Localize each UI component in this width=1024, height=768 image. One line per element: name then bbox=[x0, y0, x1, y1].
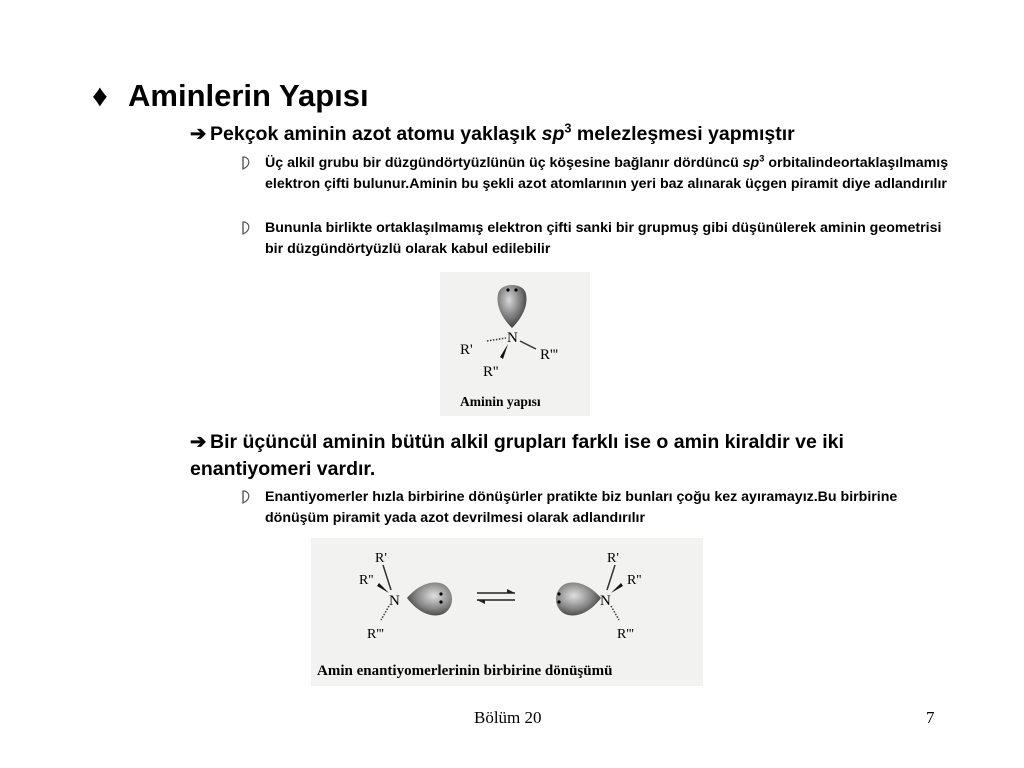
left-atom-r3: R''' bbox=[367, 627, 384, 642]
sub-1-1-pre: Üç alkil grubu bir düzgündörtyüzlünün üç köşesine bağlanır dördüncü bbox=[265, 155, 743, 171]
hollow-bullet-icon bbox=[240, 490, 252, 504]
right-enantiomer bbox=[556, 551, 641, 642]
point-2 bbox=[190, 429, 940, 483]
point-1-text-pre: Pekçok aminin azot atomu yaklaşık bbox=[210, 123, 542, 145]
amine-structure-diagram bbox=[440, 272, 590, 416]
right-atom-r2: R'' bbox=[627, 573, 642, 588]
left-enantiomer bbox=[359, 551, 452, 642]
sub-point-1-1 bbox=[265, 153, 955, 195]
atom-r2: R'' bbox=[483, 364, 499, 380]
sub-2-1-text: Enantiyomerler hızla birbirine dönüşürler pratikte biz bunları çoğu kez ayıramayız.Bu birbirine dönüşüm piramit yada azot devrilmesi olarak adlandırılır bbox=[265, 489, 898, 526]
point-1-sp: sp bbox=[541, 123, 565, 145]
sub-1-1-rest: orbitalindeortaklaşılmamış elektron çifti bulunur.Aminin bu şekli azot atomlarının yeri baz alınarak üçgen piramit diye adlandırılır bbox=[265, 155, 949, 192]
footer-page-number: 7 bbox=[926, 708, 935, 727]
amine-inversion-diagram bbox=[311, 538, 703, 686]
figure1-caption: Aminin yapısı bbox=[460, 394, 541, 409]
figure-amine-inversion bbox=[311, 538, 703, 686]
sub-1-2-text: Bununla birlikte ortaklaşılmamış elektron çifti sanki bir grupmuş gibi düşünülerek aminin geometrisi bir düzgündörtyüzlü olarak kabul edilebilir bbox=[265, 220, 942, 257]
slide-title bbox=[92, 78, 369, 114]
lone-pair-orbital bbox=[498, 285, 527, 328]
figure-amine-structure bbox=[440, 272, 590, 416]
equilibrium-arrows-icon bbox=[477, 589, 515, 604]
point-1-sup: 3 bbox=[564, 121, 572, 136]
diamond-bullet-icon: ♦ bbox=[92, 78, 108, 113]
right-lone-pair-orbital bbox=[556, 583, 601, 616]
figure2-caption: Amin enantiyomerlerinin birbirine dönüşümü bbox=[317, 663, 613, 679]
slide-title-text: Aminlerin Yapısı bbox=[128, 78, 369, 113]
hollow-bullet-icon bbox=[240, 221, 252, 235]
point-1-text-post: melezleşmesi yapmıştır bbox=[571, 123, 795, 145]
left-atom-r2: R'' bbox=[359, 573, 374, 588]
left-atom-r1: R' bbox=[375, 551, 387, 566]
sub-1-1-sup: 3 bbox=[759, 153, 765, 164]
left-atom-n: N bbox=[389, 593, 400, 609]
right-atom-r1: R' bbox=[607, 551, 619, 566]
footer-chapter: Bölüm 20 bbox=[474, 708, 542, 727]
atom-r3: R''' bbox=[540, 347, 559, 363]
point-1 bbox=[190, 121, 795, 148]
arrow-right-icon: ➔ bbox=[190, 431, 207, 453]
left-lone-pair-orbital bbox=[407, 583, 452, 616]
arrow-right-icon: ➔ bbox=[190, 123, 207, 145]
atom-n: N bbox=[507, 330, 518, 346]
sub-point-2-1 bbox=[265, 487, 955, 529]
atom-r1: R' bbox=[460, 342, 473, 358]
point-2-text: Bir üçüncül aminin bütün alkil grupları farklı ise o amin kiraldir ve iki enantiyomeri vardır. bbox=[190, 431, 844, 480]
sub-point-1-2 bbox=[265, 218, 955, 260]
right-atom-r3: R''' bbox=[617, 627, 634, 642]
hollow-bullet-icon bbox=[240, 156, 252, 170]
right-atom-n: N bbox=[600, 593, 611, 609]
sub-1-1-sp: sp bbox=[742, 155, 760, 171]
